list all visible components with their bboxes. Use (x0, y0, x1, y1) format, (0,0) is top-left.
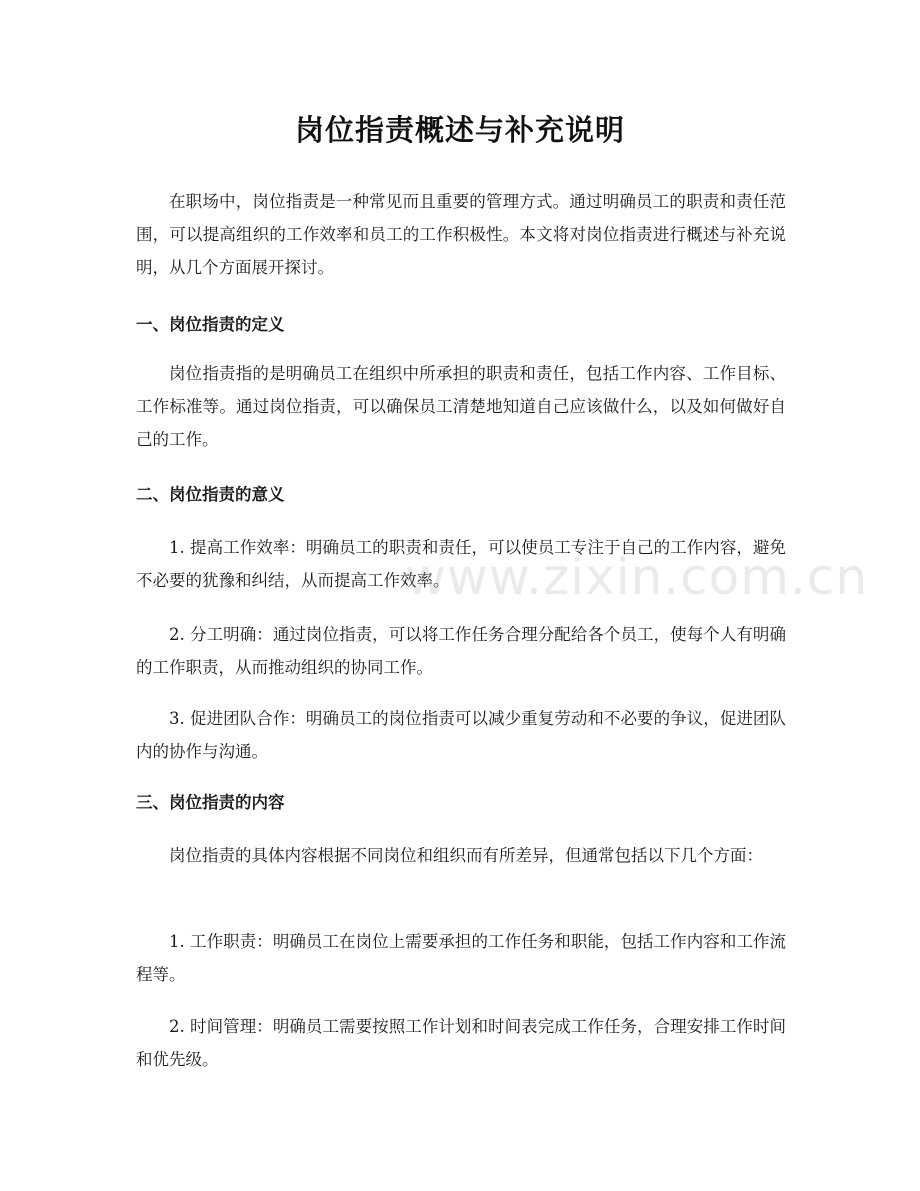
watermark-text: www.zixin.com.cn (405, 548, 869, 606)
section-3-item-2: 2. 时间管理：明确员工需要按照工作计划和时间表完成工作任务，合理安排工作时间和优先级。 (136, 1017, 786, 1069)
section-3-heading: 三、岗位指责的内容 (136, 793, 285, 812)
section-2-item-1: 1. 提高工作效率：明确员工的职责和责任，可以使员工专注于自己的工作内容，避免不必要的犹豫和纠结，从而提高工作效率。 (136, 538, 786, 590)
section-3-item-1: 1. 工作职责：明确员工在岗位上需要承担的工作任务和职能，包括工作内容和工作流程等。 (136, 932, 786, 984)
section-2-heading: 二、岗位指责的意义 (136, 485, 285, 504)
section-2-item-2: 2. 分工明确：通过岗位指责，可以将工作任务合理分配给各个员工，使每个人有明确的工作职责，从而推动组织的协同工作。 (136, 625, 786, 677)
document-title: 岗位指责概述与补充说明 (294, 113, 625, 147)
section-2-item-3: 3. 促进团队合作：明确员工的岗位指责可以减少重复劳动和不必要的争议，促进团队内的协作与沟通。 (136, 709, 786, 761)
section-1-heading: 一、岗位指责的定义 (136, 315, 285, 334)
section-1-body: 岗位指责指的是明确员工在组织中所承担的职责和责任，包括工作内容、工作目标、工作标准等。通过岗位指责，可以确保员工清楚地知道自己应该做什么，以及如何做好自己的工作。 (136, 364, 786, 449)
intro-paragraph: 在职场中，岗位指责是一种常见而且重要的管理方式。通过明确员工的职责和责任范围，可以提高组织的工作效率和员工的工作积极性。本文将对岗位指责进行概述与补充说明，从几个方面展开探讨。 (136, 192, 786, 277)
section-3-body: 岗位指责的具体内容根据不同岗位和组织而有所差异，但通常包括以下几个方面： (169, 846, 763, 865)
